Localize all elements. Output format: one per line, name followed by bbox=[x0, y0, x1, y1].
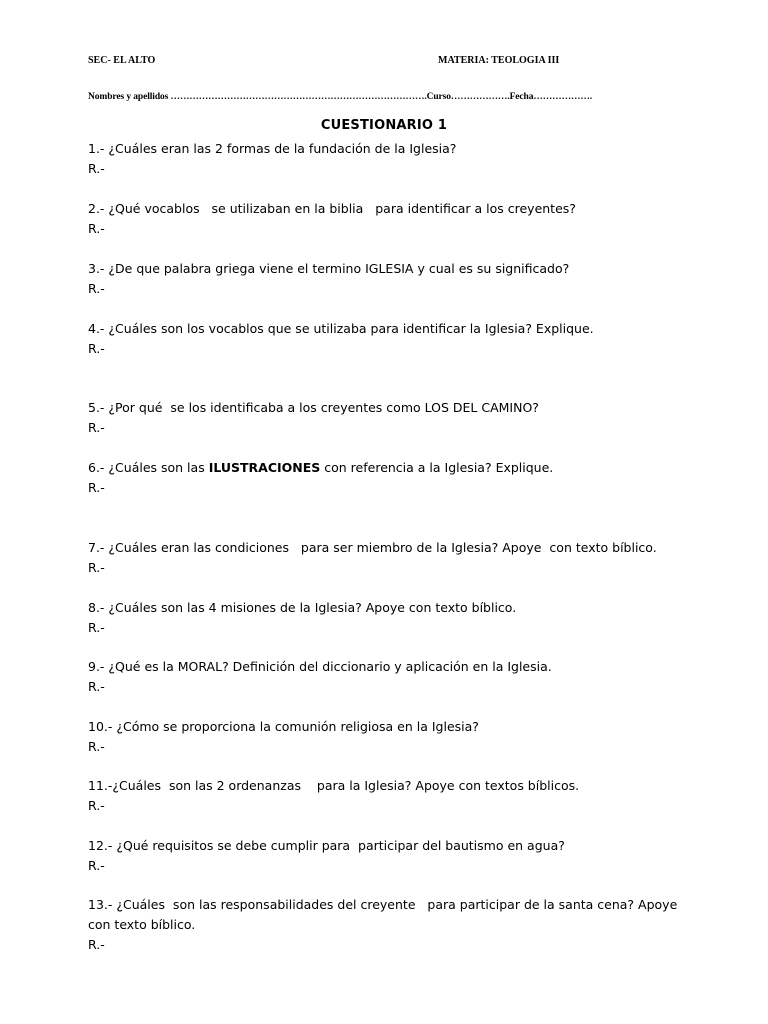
question-item bbox=[88, 139, 708, 199]
answer-label: R.- bbox=[88, 620, 105, 635]
question-text: 10.- ¿Cómo se proporciona la comunión religiosa en la Iglesia? bbox=[88, 719, 479, 734]
student-info-line: Nombres y apellidos ……………………………………………………………………….Curso……………….Fecha………………. bbox=[88, 92, 593, 102]
question-text: 5.- ¿Por qué se los identificaba a los creyentes como LOS DEL CAMINO? bbox=[88, 400, 539, 415]
answer-label: R.- bbox=[88, 560, 105, 575]
question-text bbox=[88, 458, 708, 478]
question-text: 12.- ¿Qué requisitos se debe cumplir para participar del bautismo en agua? bbox=[88, 838, 565, 853]
question-item bbox=[88, 458, 708, 538]
question-text: 3.- ¿De que palabra griega viene el termino IGLESIA y cual es su significado? bbox=[88, 261, 570, 276]
answer-label: R.- bbox=[88, 937, 105, 952]
question-text: 8.- ¿Cuáles son las 4 misiones de la Iglesia? Apoye con texto bíblico. bbox=[88, 600, 517, 615]
question-item bbox=[88, 199, 708, 259]
answer-label: R.- bbox=[88, 480, 105, 495]
question-text-emphasis: ILUSTRACIONES bbox=[208, 460, 321, 475]
question-text: 7.- ¿Cuáles eran las condiciones para ser miembro de la Iglesia? Apoye con texto bíblico. bbox=[88, 540, 657, 555]
question-item bbox=[88, 657, 708, 717]
answer-label: R.- bbox=[88, 221, 105, 236]
question-text: 11.-¿Cuáles son las 2 ordenanzas para la Iglesia? Apoye con textos bíblicos. bbox=[88, 778, 580, 793]
answer-label: R.- bbox=[88, 341, 105, 356]
worksheet-title: CUESTIONARIO 1 bbox=[320, 118, 448, 133]
question-text: 4.- ¿Cuáles son los vocablos que se utilizaba para identificar la Iglesia? Explique. bbox=[88, 321, 594, 336]
school-label: SEC- EL ALTO bbox=[88, 55, 156, 66]
question-text: 2.- ¿Qué vocablos se utilizaban en la biblia para identificar a los creyentes? bbox=[88, 201, 576, 216]
question-item bbox=[88, 319, 708, 398]
answer-label: R.- bbox=[88, 679, 105, 694]
answer-label: R.- bbox=[88, 739, 105, 754]
question-text-line-2: con texto bíblico. bbox=[88, 917, 196, 932]
question-text-line-1: 13.- ¿Cuáles son las responsabilidades del creyente para participar de la santa cena? Apoye bbox=[88, 897, 678, 912]
question-item bbox=[88, 895, 708, 955]
answer-label: R.- bbox=[88, 858, 105, 873]
subject-label: MATERIA: TEOLOGIA III bbox=[438, 55, 560, 66]
question-list bbox=[88, 139, 708, 955]
question-text: 9.- ¿Qué es la MORAL? Definición del diccionario y aplicación en la Iglesia. bbox=[88, 659, 552, 674]
question-item bbox=[88, 538, 708, 598]
answer-label: R.- bbox=[88, 420, 105, 435]
answer-label: R.- bbox=[88, 281, 105, 296]
answer-label: R.- bbox=[88, 161, 105, 176]
question-item bbox=[88, 259, 708, 319]
question-text-start: 6.- ¿Cuáles son las bbox=[88, 460, 209, 475]
question-text-end: con referencia a la Iglesia? Explique. bbox=[320, 460, 554, 475]
question-item bbox=[88, 836, 708, 895]
question-item bbox=[88, 776, 708, 836]
question-item bbox=[88, 598, 708, 657]
question-item bbox=[88, 398, 708, 458]
answer-label: R.- bbox=[88, 798, 105, 813]
question-item bbox=[88, 717, 708, 776]
question-text: 1.- ¿Cuáles eran las 2 formas de la fundación de la Iglesia? bbox=[88, 141, 457, 156]
